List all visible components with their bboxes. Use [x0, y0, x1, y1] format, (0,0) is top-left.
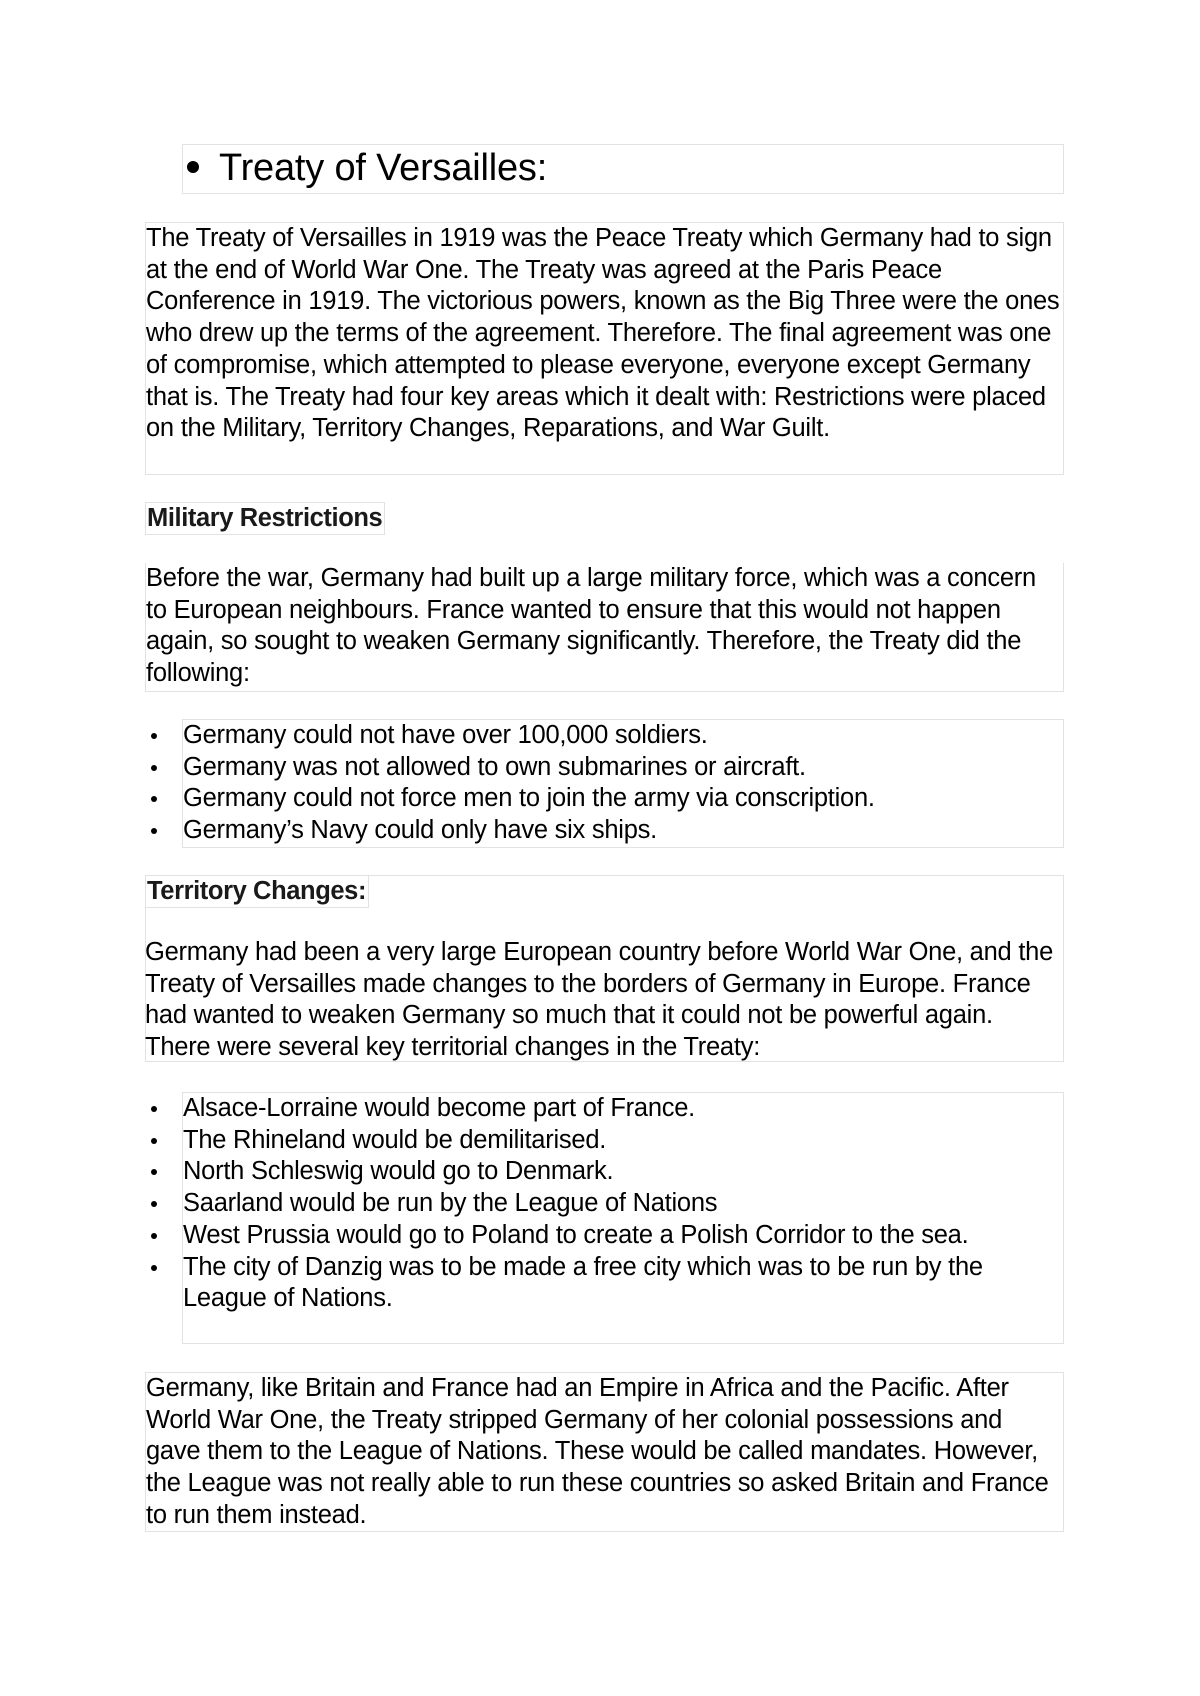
list-item: The city of Danzig was to be made a free city which was to be run by the League of Nations.: [147, 1252, 1063, 1315]
list-item: West Prussia would go to Poland to create a Polish Corridor to the sea.: [147, 1220, 1063, 1252]
title-block: [182, 144, 1064, 194]
military-list-block: [182, 719, 1064, 848]
page-title: Treaty of Versailles:: [219, 147, 548, 189]
bullet-icon: [151, 1265, 157, 1271]
territory-list: [147, 1093, 1063, 1315]
bullet-icon: [151, 1169, 157, 1175]
colonies-paragraph: Germany, like Britain and France had an Empire in Africa and the Pacific. After World War One, the Treaty stripped Germany of her colonial possessions and gave them to the League of Nations. These would be called mandates. However, the League was not really able to run these countries so asked Britain and France to run them instead.: [146, 1374, 1049, 1529]
list-item: North Schleswig would go to Denmark.: [147, 1156, 1063, 1188]
bullet-icon: [151, 733, 157, 739]
military-heading: Military Restrictions: [145, 502, 385, 535]
territory-paragraph-wrap: [145, 937, 1064, 1064]
territory-paragraph: Germany had been a very large European country before World War One, and the Treaty of Versailles made changes to the borders of Germany in Europe. France had wanted to weaken Germany so much that it could not be powerful again. There were several key territorial changes in the Treaty:: [145, 938, 1054, 1062]
intro-block: [145, 222, 1064, 475]
intro-paragraph: The Treaty of Versailles in 1919 was the Peace Treaty which Germany had to sign at the end of World War One. The Treaty was agreed at the Paris Peace Conference in 1919. The victorious powers, known as the Big Three were the ones who drew up the terms of the agreement. Therefore. The final agreement was one of compromise, which attempted to please everyone, everyone except Germany that is. The Treaty had four key areas which it dealt with: Restrictions were placed on the Military, Territory Changes, Reparations, and War Guilt.: [146, 224, 1060, 443]
list-item: Saarland would be run by the League of Nations: [147, 1188, 1063, 1220]
military-paragraph: Before the war, Germany had built up a large military force, which was a concern to European neighbours. France wanted to ensure that this would not happen again, so sought to weaken Germany significantly. Therefore, the Treaty did the following:: [146, 564, 1036, 688]
military-list: [147, 720, 1063, 847]
bullet-icon: [151, 1138, 157, 1144]
bullet-icon: [151, 1106, 157, 1112]
list-item: Germany could not have over 100,000 soldiers.: [147, 720, 1063, 752]
list-item: Germany’s Navy could only have six ships.: [147, 815, 1063, 847]
list-item: The Rhineland would be demilitarised.: [147, 1125, 1063, 1157]
list-item: Germany was not allowed to own submarines or aircraft.: [147, 752, 1063, 784]
bullet-icon: [151, 828, 157, 834]
bullet-icon: [151, 796, 157, 802]
list-item: Germany could not force men to join the army via conscription.: [147, 783, 1063, 815]
military-paragraph-block: [145, 563, 1064, 692]
bullet-icon: [151, 1233, 157, 1239]
bullet-icon: [151, 1201, 157, 1207]
bullet-icon: [187, 161, 199, 173]
list-item: Alsace-Lorraine would become part of France.: [147, 1093, 1063, 1125]
territory-heading: Territory Changes:: [145, 875, 369, 908]
territory-list-block: [182, 1092, 1064, 1344]
colonies-block: [145, 1372, 1064, 1532]
bullet-icon: [151, 765, 157, 771]
